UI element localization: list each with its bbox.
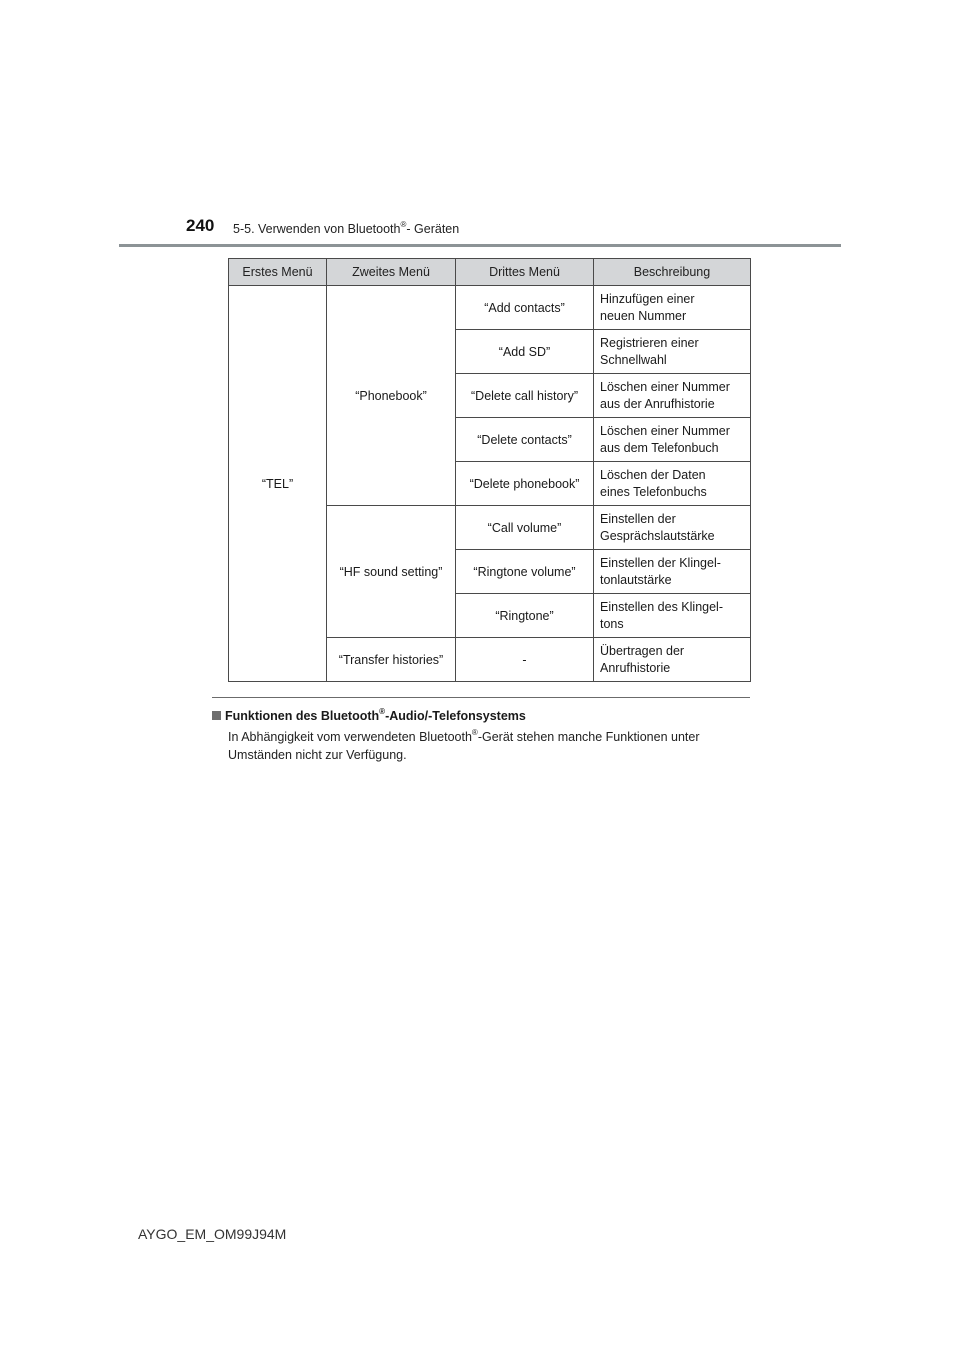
note-body: [228, 728, 746, 764]
header-rule: [119, 244, 841, 247]
section-title: [233, 222, 459, 236]
second-menu-phonebook: “Phonebook”: [327, 286, 456, 506]
bullet-square-icon: [212, 711, 221, 720]
note-heading-prefix: Funktionen des Bluetooth: [225, 709, 380, 723]
note-heading: [212, 709, 526, 723]
registered-mark: ®: [471, 728, 478, 737]
third-menu-cell: “Call volume”: [456, 506, 594, 550]
second-menu-transfer: “Transfer histories”: [327, 638, 456, 682]
third-menu-cell: -: [456, 638, 594, 682]
menu-table: [228, 258, 751, 682]
column-header-second-menu: Zweites Menü: [327, 259, 456, 286]
description-cell: Löschen der Daten eines Telefonbuchs: [594, 462, 751, 506]
description-cell: Einstellen des Klingel- tons: [594, 594, 751, 638]
registered-mark: ®: [379, 707, 386, 716]
description-cell: Übertragen der Anrufhistorie: [594, 638, 751, 682]
third-menu-cell: “Delete call history”: [456, 374, 594, 418]
third-menu-cell: “Delete phonebook”: [456, 462, 594, 506]
description-cell: Einstellen der Gesprächslautstärke: [594, 506, 751, 550]
column-header-description: Beschreibung: [594, 259, 751, 286]
second-menu-hf-sound: “HF sound setting”: [327, 506, 456, 638]
note-body-suffix: -Gerät stehen manche Funktionen unter Umständen nicht zur Verfügung.: [228, 730, 700, 762]
third-menu-cell: “Ringtone”: [456, 594, 594, 638]
first-menu-cell: “TEL”: [229, 286, 327, 682]
description-cell: Löschen einer Nummer aus der Anrufhistorie: [594, 374, 751, 418]
note-heading-suffix: -Audio/-Telefonsystems: [385, 709, 526, 723]
page-number: 240: [186, 216, 215, 235]
description-cell: Einstellen der Klingel- tonlautstärke: [594, 550, 751, 594]
description-cell: Löschen einer Nummer aus dem Telefonbuch: [594, 418, 751, 462]
description-cell: Hinzufügen einer neuen Nummer: [594, 286, 751, 330]
note-body-prefix: In Abhängigkeit vom verwendeten Bluetooth: [228, 730, 472, 744]
section-title-suffix: - Geräten: [406, 222, 460, 236]
third-menu-cell: “Add contacts”: [456, 286, 594, 330]
description-cell: Registrieren einer Schnellwahl: [594, 330, 751, 374]
table-row: [229, 286, 751, 330]
third-menu-cell: “Ringtone volume”: [456, 550, 594, 594]
registered-mark: ®: [400, 220, 407, 229]
note-rule: [212, 697, 750, 698]
column-header-third-menu: Drittes Menü: [456, 259, 594, 286]
section-title-prefix: 5-5. Verwenden von Bluetooth: [233, 222, 401, 236]
footer-code: AYGO_EM_OM99J94M: [138, 1226, 287, 1242]
third-menu-cell: “Delete contacts”: [456, 418, 594, 462]
table-header-row: [229, 259, 751, 286]
column-header-first-menu: Erstes Menü: [229, 259, 327, 286]
third-menu-cell: “Add SD”: [456, 330, 594, 374]
